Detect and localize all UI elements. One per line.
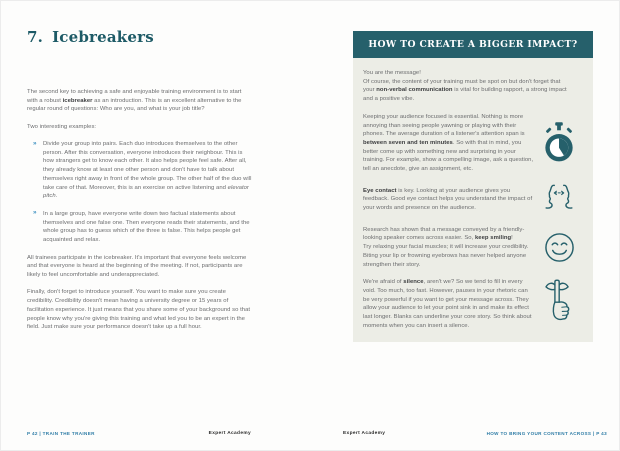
right-page-footer — [343, 431, 607, 436]
publisher-logo: Expert Academy — [208, 431, 251, 436]
shush-icon — [534, 278, 584, 330]
impact-panel-body — [353, 58, 593, 340]
chapter-heading — [27, 28, 154, 46]
chapter-number: 7. — [27, 28, 44, 46]
publisher-logo: Expert Academy — [343, 431, 386, 436]
examples-list — [27, 140, 252, 245]
stopwatch-icon — [534, 122, 584, 164]
panel-title: HOW TO CREATE A BIGGER IMPACT? — [368, 39, 578, 50]
list-item — [27, 140, 252, 201]
bullet-marker-icon: » — [33, 209, 37, 217]
panel-section-eye-contact — [363, 183, 584, 217]
bullet-text: In a large group, have everyone write down two factual statements about themselves and one false one. Then everyone reads their statements, and the whole group has to guess which of the three is false. This helps people get acquainted and relax. — [43, 210, 250, 244]
section-text: Keeping your audience focused is essential. Nothing is more annoying than seeing people yawning or playing with their phones. The average duration of a listener's attention span is between seven and ten minutes. So with that in mind, you better come up with something new and surprising in your training. For example, show a compelling image, ask a question, tell an anecdote, give an assignment, etc. — [363, 113, 534, 173]
list-item — [27, 210, 252, 245]
panel-section-smiling — [363, 226, 584, 270]
intro-paragraph: The second key to achieving a safe and enjoyable training environment is to start with a robust icebreaker as an introduction. This is an excellent alternative to the regular round of questions: Who are you, and what is your job title? — [27, 89, 242, 113]
panel-intro-paragraph: You are the message! Of course, the content of your training must be spot on but don't forget that your non-verbal communication is vital for building rapport, a strong impact and a positive vibe. — [363, 70, 567, 103]
panel-section-silence — [363, 278, 584, 330]
page-number-label: P 42 | TRAIN THE TRAINER — [27, 431, 95, 436]
panel-section-attention — [363, 113, 584, 174]
right-page — [311, 1, 620, 450]
credibility-paragraph: Finally, don't forget to introduce yourself. You want to make sure you create credibility. Credibility doesn't mean having a university degree or 15 years of facilitation experience. It just means that you share some of your background so that people know why you're giving this training and what led you to be an expert in the field. Just make sure your performance doesn't take up a full hour. — [27, 289, 251, 331]
left-page-body — [27, 88, 252, 341]
bullet-marker-icon: » — [33, 139, 37, 147]
left-page-footer — [27, 431, 251, 436]
examples-label: Two interesting examples: — [27, 123, 97, 130]
bullet-text: Divide your group into pairs. Each duo introduces themselves to the other person. After this conversation, everyone introduces their neighbour. This is how strangers get to know each other. It also helps people feel safe. After all, they already know at least one other person and don't have to talk about themselves right away in front of the whole group. The other half of the duo will take care of that. Moreover, this is an exercise on active listening and elevator pitch. — [43, 141, 252, 200]
chapter-title: Icebreakers — [52, 28, 154, 46]
section-text: Eye contact is key. Looking at your audience gives you feedback. Good eye contact helps you understand the impact of your words and presence on the audience. — [363, 187, 533, 212]
page-number-label: HOW TO BRING YOUR CONTENT ACROSS | P 43 — [486, 431, 607, 436]
section-text: Research has shown that a message conveyed by a friendly-looking speaker comes across easier. So, keep smiling! Try relaxing your facial muscles; it will increase your credibility. Biting your lip or frowning eyebrows has never helped anyone strengthen their story. — [363, 226, 529, 268]
welcome-paragraph: All trainees participate in the icebreaker. It's important that everyone feels welcome and that everyone is heard at the beginning of the meeting. If not, participants are likely to feel uncomfortable and underappreciated. — [27, 254, 247, 279]
smiley-icon — [534, 232, 584, 263]
eye-contact-icon — [534, 183, 584, 217]
left-page — [1, 1, 311, 450]
section-text: We're afraid of silence, aren't we? So we tend to fill in every void. Too much, too fast. However, pauses in your rhetoric can be very powerful if you want to get your message across. They allow your audience to let your point sink in and make its effect last longer. Blanks can underline your core story. So think about moments when you can insert a silence. — [363, 279, 532, 329]
impact-panel — [353, 31, 593, 342]
impact-panel-header — [353, 31, 593, 58]
